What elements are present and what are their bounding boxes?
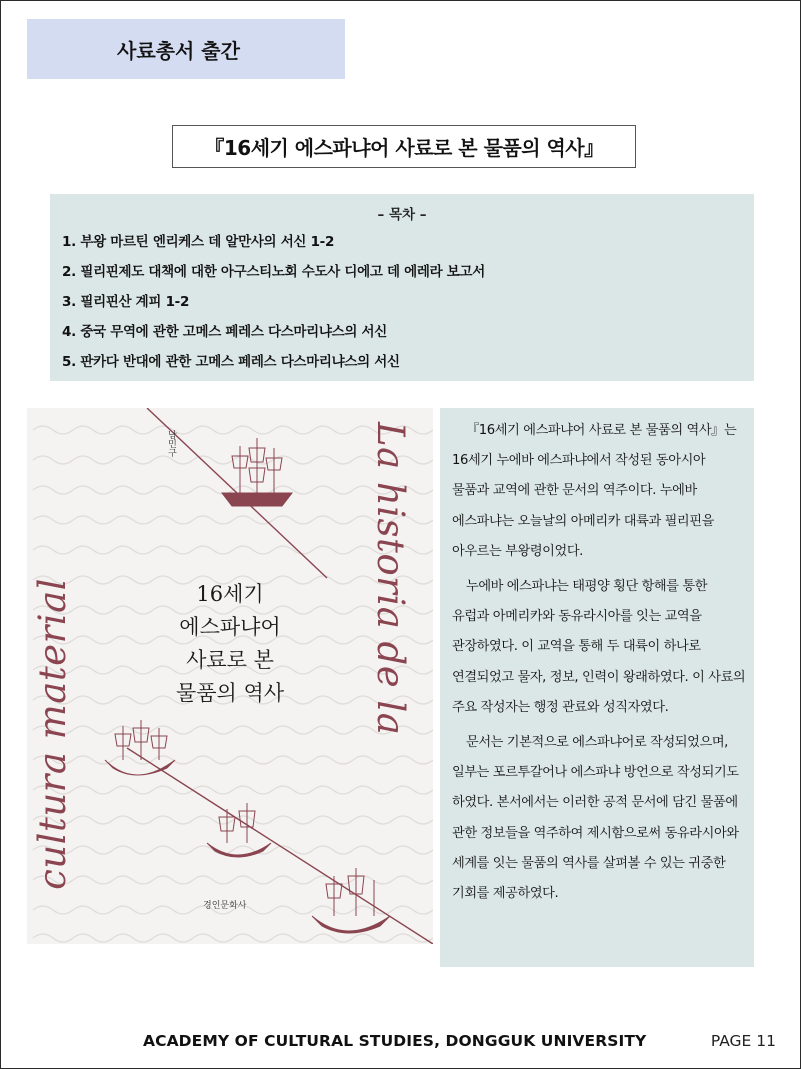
book-title: 『16세기 에스파냐어 사료로 본 물품의 역사』 xyxy=(172,125,636,168)
toc-list xyxy=(62,227,742,377)
toc-item: 5. 판카다 반대에 관한 고메스 페레스 다스마리냐스의 서신 xyxy=(62,354,400,370)
ship-icon xyxy=(222,438,292,506)
cover-spanish-title-left: cultura material xyxy=(31,578,74,890)
ship-icon xyxy=(207,803,271,857)
cover-title-line: 16세기 xyxy=(196,582,264,606)
ship-icon xyxy=(312,868,390,933)
description-paragraph: 누에바 에스파냐는 태평양 횡단 항해를 통한 유럽과 아메리카와 동유라시아를 잇는 교역을 관장하였다. 이 교역을 통해 두 대륙이 하나로 연결되었고 물자, 정보, 인력이 왕래하였다. 이 사료의 주요 작성자는 행정 관료와 성직자였다. xyxy=(452,579,746,715)
footer-organization: ACADEMY OF CULTURAL STUDIES, DONGGUK UNIVERSITY xyxy=(143,1032,647,1050)
cover-title-line: 사료로 본 xyxy=(186,648,274,672)
cover-author: 남민구 xyxy=(166,430,176,457)
book-description xyxy=(440,408,754,967)
page-number: PAGE 11 xyxy=(710,1032,776,1050)
description-paragraph: 『16세기 에스파냐어 사료로 본 물품의 역사』는 16세기 누에바 에스파냐에서 작성된 동아시아 물품과 교역에 관한 문서의 역주이다. 누에바 에스파냐는 오늘날의 아메리카 대륙과 필리핀을 아우르는 부왕령이었다. xyxy=(452,423,737,559)
section-label: 사료총서 출간 xyxy=(27,19,345,79)
toc-item: 1. 부왕 마르틴 엔리케스 데 알만사의 서신 1-2 xyxy=(62,234,335,250)
book-cover-image xyxy=(27,408,433,944)
toc-item: 4. 중국 무역에 관한 고메스 페레스 다스마리냐스의 서신 xyxy=(62,324,388,340)
cover-publisher: 경인문화사 xyxy=(203,901,247,911)
cover-title xyxy=(155,578,305,710)
cover-title-line: 물품의 역사 xyxy=(175,681,285,705)
cover-title-line: 에스파냐어 xyxy=(179,615,281,639)
toc-item: 2. 필리핀제도 대책에 대한 아구스티노회 수도사 디에고 데 에레라 보고서 xyxy=(62,264,486,280)
toc-heading: – 목차 – xyxy=(377,207,427,223)
description-paragraph: 문서는 기본적으로 에스파냐어로 작성되었으며, 일부는 포르투갈어나 에스파냐 방언으로 작성되기도 하였다. 본서에서는 이러한 공적 문서에 담긴 물품에 관한 정보들을 역주하여 제시함으로써 동유라시아와 세계를 잇는 물품의 역사를 살펴볼 수 있는 귀중한 기회를 제공하였다. xyxy=(452,735,739,902)
toc-item: 3. 필리핀산 계피 1-2 xyxy=(62,294,190,310)
cover-diagonal-line xyxy=(127,748,433,944)
cover-spanish-title-right: La historia de la xyxy=(369,422,412,736)
table-of-contents xyxy=(50,194,754,381)
